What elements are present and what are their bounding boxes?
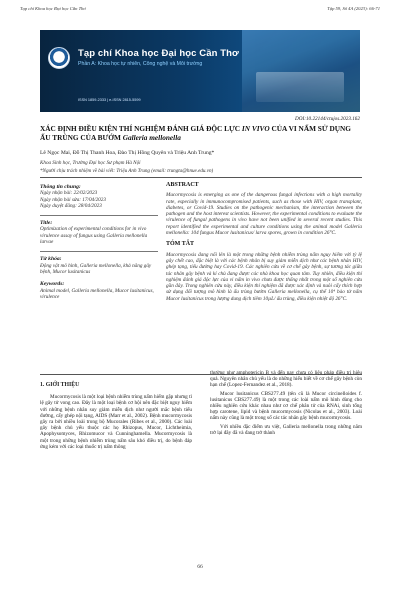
english-title-heading: Title:: [40, 220, 53, 227]
affiliation: Khoa Sinh học, Trường Đại học Sư phạm Hà Nội: [40, 160, 141, 166]
doi-link[interactable]: DOI:10.22144/ctujos.2023.162: [295, 116, 360, 122]
authors: Lê Ngọc Mai, Đỗ Thị Thanh Hoa, Đào Thị Hồng Quyên và Triệu Anh Trung*: [40, 150, 215, 156]
intro-heading: 1. GIỚI THIỆU: [40, 382, 80, 388]
intro-paragraph-1: Mucormycosis là một loại bệnh nhiễm trùng nấm hiếm gặp nhưng tỉ lệ gây tử vong cao. Đây là một loại bệnh cơ hội nên đặc biệt nguy hiểm với những bệnh nhân suy giảm miễn dịch như người mắc bệnh tiểu đường, cấy ghép nội tạng, AIDS (Marr et al., 2002). Bệnh mucormycosis gây ra bởi nhiều loài trong bộ Mucorales (Ribes et al., 2000). Các loài gây bệnh chủ yếu thuộc các họ Rhizopus, Mucor, Lichtheimia, Apophysomyces, Rhizomucor và Cunninghamella. Mucormycosis là một trong những bệnh nhiễm trùng nấm sâu khó điều trị, do bệnh đáp ứng kém với các loại thuốc trị nấm thông: [40, 394, 192, 450]
article-info-column: [40, 180, 158, 306]
banner-journal-subtitle: Phần A: Khoa học tự nhiên, Công nghệ và Môi trường: [78, 61, 203, 67]
journal-banner: [40, 30, 360, 112]
keywords-en: [40, 281, 158, 300]
running-head-journal: Tạp chí Khoa học Đại học Cần Thơ: [20, 6, 86, 11]
body-column-left: [40, 382, 192, 452]
keywords-vi-text: Động vật mô hình, Galleria mellonella, khả năng gây bệnh, Mucor lusitanicus: [40, 262, 152, 275]
keywords-en-heading: Keywords:: [40, 281, 65, 288]
keywords-vi-heading: Từ khóa:: [40, 256, 62, 263]
article-info-heading: Thông tin chung:: [40, 184, 81, 190]
banner-issn: ISSN 1859-2333 | e-ISSN 2815-5599: [78, 98, 141, 102]
body-column-right: [210, 370, 362, 438]
intro-paragraph-3: Mucor lusitanicus CBS277.49 (tên cũ là Mucor circinelloides f. lusitanicus CBS277.49) là một trong các loài nấm mô hình dùng cho nhiều nghiên cứu khác nhau như cơ chế phân tử của RNAi, sinh tổng hợp carotene, lipid và bệnh mucormycosis (Nicolas et al., 2003). Loài nấm này cũng là một trong số các tác nhân gây bệnh mucormycosis.: [210, 390, 362, 422]
keywords-en-text: Animal model, Galleria mellonella, Mucor lusitanicus, virulence: [40, 287, 154, 300]
article-info: [40, 184, 158, 209]
english-title-text: Optimization of experimental conditions for in vivo virulence assay of fungus using Galleria mellonella larvae: [40, 226, 148, 246]
running-head: [20, 6, 380, 16]
title-part-2: CỦA VI NẤM SỬ DỤNG ẤU TRÙNG CỦA BƯỚM: [40, 124, 351, 143]
intro-paragraph-4: Với nhiều đặc điểm ưu việt, Galleria mellonella trong những năm trở lại đây đã và đang trở thành: [210, 423, 362, 436]
page-number: 66: [197, 564, 203, 570]
title-divider: [40, 251, 158, 252]
title-in-vivo: IN VIVO: [241, 124, 270, 133]
abstract-column: [166, 180, 362, 302]
title-species: Galleria mellonella: [122, 133, 181, 143]
revised-date: Ngày nhận bài sửa: 17/04/2023: [40, 196, 106, 203]
accepted-date: Ngày duyệt đăng: 28/04/2023: [40, 202, 102, 209]
university-logo-icon: [48, 47, 70, 69]
title-part-1: XÁC ĐỊNH ĐIỀU KIỆN THÍ NGHIỆM ĐÁNH GIÁ ĐỘC LỰC: [40, 124, 242, 133]
abstract-text: Mucormycosis is emerging as one of the dangerous fungal infections with a high mortality rate, especially in immunocompromised patients, such as those with HIV, organ transplant, diabetes, or Covid-19. Studies on the pathogenic mechanism, the interaction between the pathogen and the host interest scientists. However, the experimental conditions to evaluate the virulence of fungal pathogens in vivo have not been unified in several recent studies. This report identified the experimental and culture conditions using the animal model Galleria mellonella: 104 fungus Mucor lusitanicus/ larva spores, grown in condition 26°C.: [166, 192, 362, 237]
banner-photo: [242, 30, 360, 112]
tomtat-text: Mucormycosis đang nổi lên là một trong những bệnh nhiễm trùng nấm nguy hiểm với tỷ lệ gây chết cao, đặc biệt là với các bệnh nhân bị suy giảm miễn dịch như các bệnh nhân HIV, ghép tạng, tiểu đường hay Covid-19. Các nghiên cứu về cơ chế gây bệnh, sự tương tác giữa tác nhân gây bệnh và kí chủ đang được các nhà khoa học quan tâm. Tuy nhiên, điều kiện thí nghiệm đánh giá độc lực của vi nấm in vivo chưa được thống nhất trong một số nghiên cứu gần đây. Trong nghiên cứu này, điều kiện thí nghiệm đã được xác định và nuôi cấy thích hợp sử dụng đối tượng mô hình là ấu trùng bướm Galleria mellonella, cụ thể 10⁴ bào tử nấm Mucor lusitanicus trong lượng dung dịch tiêm 10µL/ ấu trùng, điều kiện nhiệt độ 26°C.: [166, 251, 362, 302]
abstract-heading: ABSTRACT: [166, 182, 199, 188]
corresponding-author: *Người chịu trách nhiệm về bài viết: Triệu Anh Trung (email: trungta@hnue.edu.vn): [40, 168, 214, 174]
tomtat-heading: TÓM TẮT: [166, 241, 195, 248]
header-divider: [40, 177, 362, 178]
received-date: Ngày nhận bài: 22/02/2023: [40, 190, 98, 197]
english-title: [40, 220, 158, 245]
info-divider: [40, 215, 158, 216]
paper-title: [40, 124, 362, 143]
keywords-vi: [40, 256, 158, 275]
intro-paragraph-2: thường như amphotericin B và đến nay chưa có liệu pháp điều trị hiệu quả. Nguyên nhân chủ yếu là do những hiểu biết về cơ chế gây bệnh còn hạn chế (Lopez-Fernandez et al., 2018).: [210, 370, 362, 389]
banner-journal-title: Tạp chí Khoa học Đại học Cần Thơ: [78, 48, 239, 59]
running-head-volume: Tập 59, Số 4A (2023): 66-71: [327, 6, 380, 11]
